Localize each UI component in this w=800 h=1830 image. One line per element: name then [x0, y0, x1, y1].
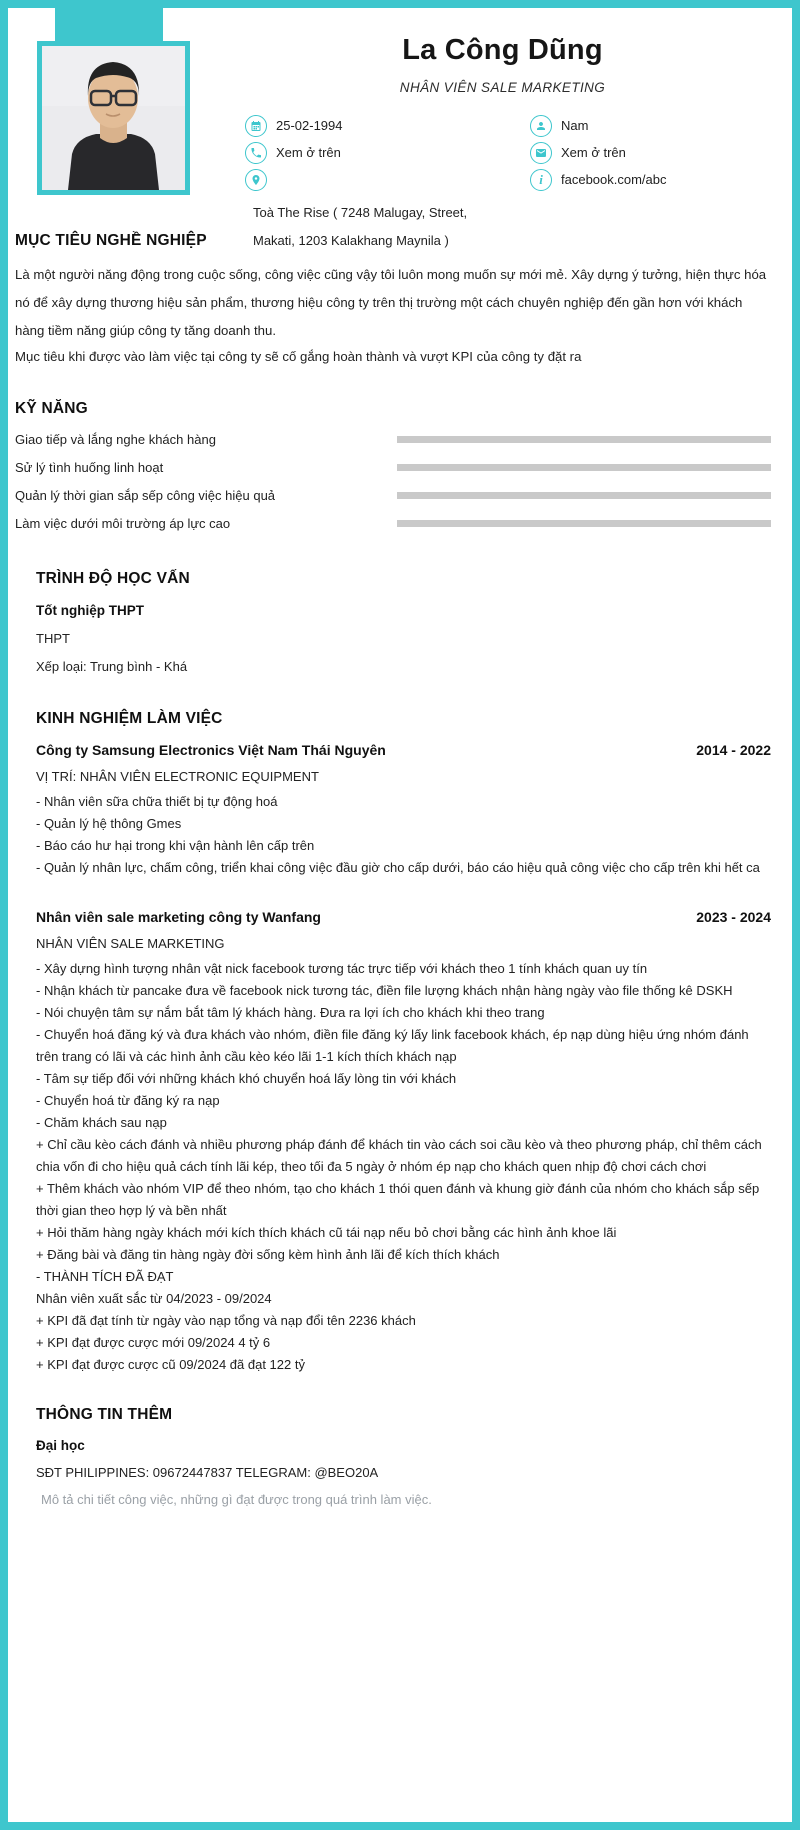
- contact-address-line2: Makati, 1203 Kalakhang Maynila ): [253, 233, 449, 248]
- education-degree: Tốt nghiệp THPT: [36, 603, 144, 618]
- section-heading-experience: KINH NGHIỆM LÀM VIỆC: [36, 710, 223, 727]
- job-1-header: [36, 742, 771, 758]
- skill-label: Quản lý thời gian sắp sếp công việc hiệu quả: [15, 488, 276, 503]
- contact-facebook: [530, 169, 775, 191]
- job-2-header: [36, 909, 771, 925]
- experience-detail-line: - Nhận khách từ pancake đưa về facebook nick tương tác, điền file lượng khách nhận hàng ngày vào file thống kê DSKH: [36, 983, 733, 998]
- location-icon: [245, 169, 267, 191]
- experience-detail-line: + KPI đã đạt tính từ ngày vào nạp tổng và nạp đổi tên 2236 khách: [36, 1313, 416, 1328]
- objective-paragraph-1: Là một người năng động trong cuộc sống, công việc cũng vậy tôi luôn mong muốn sự mới mẻ. Xây dựng ý tưởng, hiện thực hóa nó để xây dựng thương hiệu sản phẩm, thương hiệu công ty trên thị trường một cách chuyên nghiệp đến gần hơn với khách hàng tiềm năng giúp công ty tăng doanh thu.: [15, 267, 767, 338]
- experience-detail-line: + Hỏi thăm hàng ngày khách mới kích thích khách cũ tái nạp nếu bỏ chơi bằng các hình ảnh khoe lãi: [36, 1225, 617, 1240]
- objective-paragraph-2: Mục tiêu khi được vào làm việc tại công ty sẽ cố gắng hoàn thành và vượt KPI của công ty đặt ra: [15, 349, 582, 364]
- experience-detail-line: - Chuyển hoá đăng ký và đưa khách vào nhóm, điền file đăng ký lấy link facebook khách, ép nạp dùng hiệu ứng nhóm đánh trên trang có lãi và các hình ảnh cầu kèo kéo lãi 1-1 kích thích khách nạp: [36, 1027, 749, 1064]
- experience-detail-line: + Thêm khách vào nhóm VIP để theo nhóm, tạo cho khách 1 thói quen đánh và khung giờ đánh của nhóm cho khách sắp sếp thời gian theo hợp lý và bền nhất: [36, 1181, 760, 1218]
- skill-label: Làm việc dưới môi trường áp lực cao: [15, 516, 231, 531]
- experience-detail-line: + Chỉ cầu kèo cách đánh và nhiều phương pháp đánh để khách tin vào cách soi cầu kèo và theo phương pháp, chỉ thêm cách chia vốn đi cho hiệu quả cách tính lãi kép, theo tối đa 5 ngày ở nhóm ép nạp cho khách quen nhịp độ chơi cách chơi: [36, 1137, 762, 1174]
- contact-dob: [245, 115, 530, 137]
- experience-detail-line: - Xây dựng hình tượng nhân vật nick facebook tương tác trực tiếp với khách theo 1 tính khách quan uy tín: [36, 961, 648, 976]
- skills-list: [15, 433, 771, 530]
- contact-info: [245, 112, 775, 193]
- section-heading-skills: KỸ NĂNG: [15, 400, 88, 417]
- job-2-company: Nhân viên sale marketing công ty Wanfang: [36, 909, 321, 925]
- job-2-details: [36, 958, 771, 1376]
- contact-phone-value: Xem ở trên: [276, 145, 341, 160]
- experience-detail-line: - Báo cáo hư hại trong khi vận hành lên cấp trên: [36, 838, 315, 853]
- job-1-position: VỊ TRÍ: NHÂN VIÊN ELECTRONIC EQUIPMENT: [36, 769, 319, 784]
- skill-label: Sử lý tình huống linh hoạt: [15, 460, 164, 475]
- experience-detail-line: - Nhân viên sữa chữa thiết bị tự động hoá: [36, 794, 278, 809]
- page-border-left: [0, 0, 8, 1830]
- contact-gender-value: Nam: [561, 118, 589, 133]
- experience-detail-line: + KPI đạt được cược cũ 09/2024 đã đạt 122 tỷ: [36, 1357, 305, 1372]
- education-school: THPT: [36, 631, 70, 646]
- job-1-details: [36, 791, 771, 879]
- skill-bar: [397, 436, 771, 443]
- profile-photo[interactable]: [37, 41, 190, 195]
- person-icon: [530, 115, 552, 137]
- skill-row: [15, 489, 771, 502]
- phone-icon: [245, 142, 267, 164]
- experience-job-2: [36, 909, 771, 1376]
- cv-header: [230, 34, 775, 255]
- more-info-line-2: SĐT PHILIPPINES: 09672447837 TELEGRAM: @BEO20A: [36, 1465, 379, 1480]
- section-heading-objective: MỤC TIÊU NGHỀ NGHIỆP: [15, 232, 207, 249]
- contact-facebook-link[interactable]: facebook.com/abc: [561, 172, 667, 187]
- profile-photo-illustration: [42, 46, 185, 190]
- photo-tab-decoration: [55, 0, 163, 42]
- experience-detail-line: - Chăm khách sau nạp: [36, 1115, 167, 1130]
- contact-email-value: Xem ở trên: [561, 145, 626, 160]
- contact-email: [530, 142, 775, 164]
- experience-detail-line: + Đăng bài và đăng tin hàng ngày đời sống kèm hình ảnh lãi để kích thích khách: [36, 1247, 500, 1262]
- section-experience: [36, 710, 771, 1376]
- job-2-period: 2023 - 2024: [696, 909, 771, 925]
- skill-bar: [397, 464, 771, 471]
- skill-label: Giao tiếp và lắng nghe khách hàng: [15, 432, 216, 447]
- skill-row: [15, 461, 771, 474]
- contact-phone: [245, 142, 530, 164]
- cv-body: [15, 232, 771, 1507]
- job-1-period: 2014 - 2022: [696, 742, 771, 758]
- skill-row: [15, 517, 771, 530]
- cv-name: La Công Dũng: [402, 34, 603, 66]
- job-2-position: NHÂN VIÊN SALE MARKETING: [36, 936, 225, 951]
- experience-detail-line: - Quản lý hệ thông Gmes: [36, 816, 182, 831]
- skill-row: [15, 433, 771, 446]
- more-info-line-1: Đại học: [36, 1438, 85, 1453]
- page-border-right: [792, 0, 800, 1830]
- experience-detail-line: - THÀNH TÍCH ĐÃ ĐẠT: [36, 1269, 174, 1284]
- section-heading-education: TRÌNH ĐỘ HỌC VẤN: [36, 570, 190, 587]
- more-info-placeholder-field[interactable]: Mô tả chi tiết công việc, những gì đạt được trong quá trình làm việc.: [41, 1492, 432, 1507]
- experience-detail-line: + KPI đạt được cược mới 09/2024 4 tỷ 6: [36, 1335, 271, 1350]
- skill-bar: [397, 520, 771, 527]
- experience-detail-line: - Quản lý nhân lực, chấm công, triển khai công việc đầu giờ cho cấp dưới, báo cáo hiệu quả công việc cho cấp trên khi hết ca: [36, 860, 760, 875]
- email-icon: [530, 142, 552, 164]
- contact-dob-value: 25-02-1994: [276, 118, 343, 133]
- page-border-bottom: [0, 1822, 800, 1830]
- experience-job-1: [36, 742, 771, 879]
- experience-detail-line: Nhân viên xuất sắc từ 04/2023 - 09/2024: [36, 1291, 272, 1306]
- job-1-company: Công ty Samsung Electronics Việt Nam Thái Nguyên: [36, 742, 386, 758]
- contact-address-line1: Toà The Rise ( 7248 Malugay, Street,: [253, 205, 468, 220]
- section-heading-more-info: THÔNG TIN THÊM: [36, 1406, 173, 1423]
- contact-address-pin: [245, 169, 530, 191]
- education-grade: Xếp loại: Trung bình - Khá: [36, 659, 188, 674]
- info-icon: i: [530, 169, 552, 191]
- section-more-info: [36, 1406, 771, 1507]
- experience-detail-line: - Tâm sự tiếp đối với những khách khó chuyển hoá lấy lòng tin với khách: [36, 1071, 457, 1086]
- experience-detail-line: - Chuyển hoá từ đăng ký ra nạp: [36, 1093, 220, 1108]
- skill-bar: [397, 492, 771, 499]
- cv-job-title: NHÂN VIÊN SALE MARKETING: [399, 80, 606, 95]
- experience-detail-line: - Nói chuyện tâm sự nắm bắt tâm lý khách hàng. Đưa ra lợi ích cho khách khi theo trang: [36, 1005, 545, 1020]
- calendar-icon: [245, 115, 267, 137]
- contact-gender: [530, 115, 775, 137]
- section-education: [36, 570, 771, 674]
